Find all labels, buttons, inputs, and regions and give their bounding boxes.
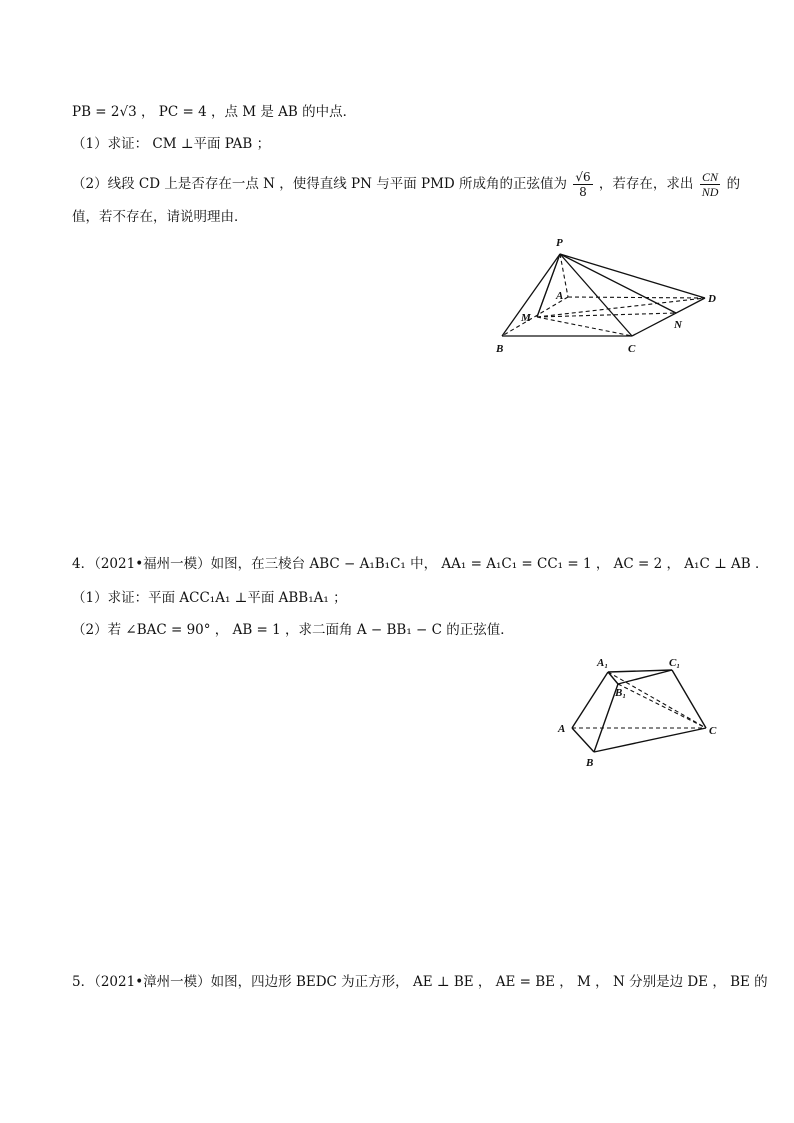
p3-q2-fraction-cn-over-nd [700,170,721,199]
frac-numerator: √6 [575,170,591,184]
p4-question-2: （2）若 ∠BAC = 90° ， AB = 1 ，求二面角 A − BB₁ − C 的正弦值． [72,622,514,638]
frac-denominator: ND [701,185,719,199]
label-C1: C₁ [669,657,681,669]
label-M: M [521,312,531,324]
p3-question-1: （1）求证： CM ⊥平面 PAB ； [72,136,271,152]
p3-q2-text-c: 的 [726,176,741,192]
frac-denominator: 8 [579,185,587,199]
label-A: A [556,290,564,302]
label-P: P [556,237,563,249]
label-B: B [496,343,504,355]
p3-question-2 [72,170,740,199]
p3-q2-text-b: ，若存在，求出 [598,176,694,192]
p3-q2-text-a: （2）线段 CD 上是否存在一点 N ，使得直线 PN 与平面 PMD 所成角的正弦值为 [72,176,568,192]
label-C: C [709,725,717,737]
label-D: D [708,293,716,305]
p4-problem-statement: 4．（2021•福州一模）如图，在三棱台 ABC − A₁B₁C₁ 中， AA₁ = A₁C₁ = CC₁ = 1 ， AC = 2 ， A₁C ⊥ AB ． [72,556,769,572]
p3-pyramid-figure [490,232,730,360]
label-A: A [558,723,566,735]
p4-question-1: （1）求证：平面 ACC₁A₁ ⊥平面 ABB₁A₁ ； [72,590,347,606]
label-B: B [586,757,594,769]
p3-question-2-line-2: 值，若不存在，请说明理由． [72,209,248,225]
label-C: C [628,343,636,355]
label-B1: B₁ [615,687,627,699]
label-N: N [674,319,682,331]
frac-numerator: CN [700,170,721,185]
p4-frustum-figure [552,650,732,770]
p5-problem-statement: 5．（2021•漳州一模）如图，四边形 BEDC 为正方形， AE ⊥ BE ， AE = BE ， M ， N 分别是边 DE ， BE 的 [72,974,768,990]
p3-given-line: PB = 2√3 ， PC = 4 ，点 M 是 AB 的中点． [72,104,357,120]
p3-q2-fraction-sqrt6-over-8 [573,170,592,199]
label-A1: A₁ [597,657,609,669]
